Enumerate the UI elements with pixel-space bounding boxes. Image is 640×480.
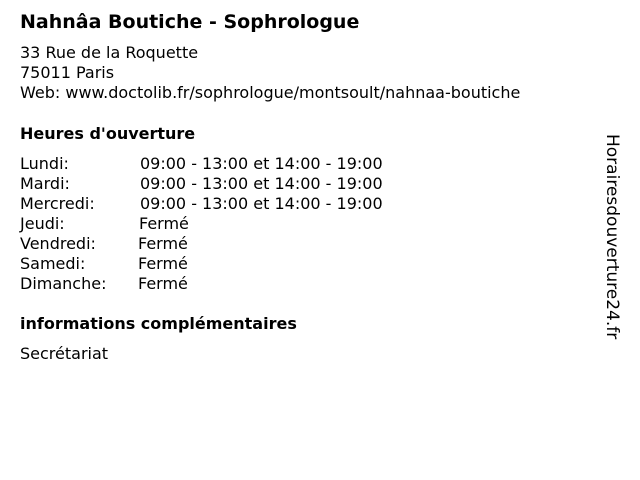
hours-day: Mardi: [20, 174, 70, 193]
hours-value: Fermé [138, 274, 188, 293]
hours-day: Mercredi: [20, 194, 95, 213]
watermark: Horairesdouverture24.fr [602, 134, 622, 340]
hours-heading: Heures d'ouverture [20, 124, 196, 143]
hours-value: 09:00 - 13:00 et 14:00 - 19:00 [140, 154, 383, 173]
postal-city: 75011 Paris [20, 63, 115, 82]
hours-day: Samedi: [20, 254, 86, 273]
hours-value: 09:00 - 13:00 et 14:00 - 19:00 [140, 174, 383, 193]
website-line: Web: www.doctolib.fr/sophrologue/montsoult/nahnaa-boutiche [20, 83, 521, 102]
address-block [20, 43, 520, 103]
hours-value: Fermé [138, 254, 188, 273]
hours-value: Fermé [139, 214, 189, 233]
page-title: Nahnâa Boutiche - Sophrologue [20, 11, 360, 33]
hours-day: Lundi: [20, 154, 69, 173]
hours-day: Dimanche: [20, 274, 107, 293]
hours-day: Jeudi: [20, 214, 65, 233]
hours-day: Vendredi: [20, 234, 96, 253]
info-text: Secrétariat [20, 344, 109, 363]
street-address: 33 Rue de la Roquette [20, 43, 199, 62]
hours-value: 09:00 - 13:00 et 14:00 - 19:00 [140, 194, 383, 213]
info-heading: informations complémentaires [20, 314, 297, 333]
hours-value: Fermé [138, 234, 188, 253]
